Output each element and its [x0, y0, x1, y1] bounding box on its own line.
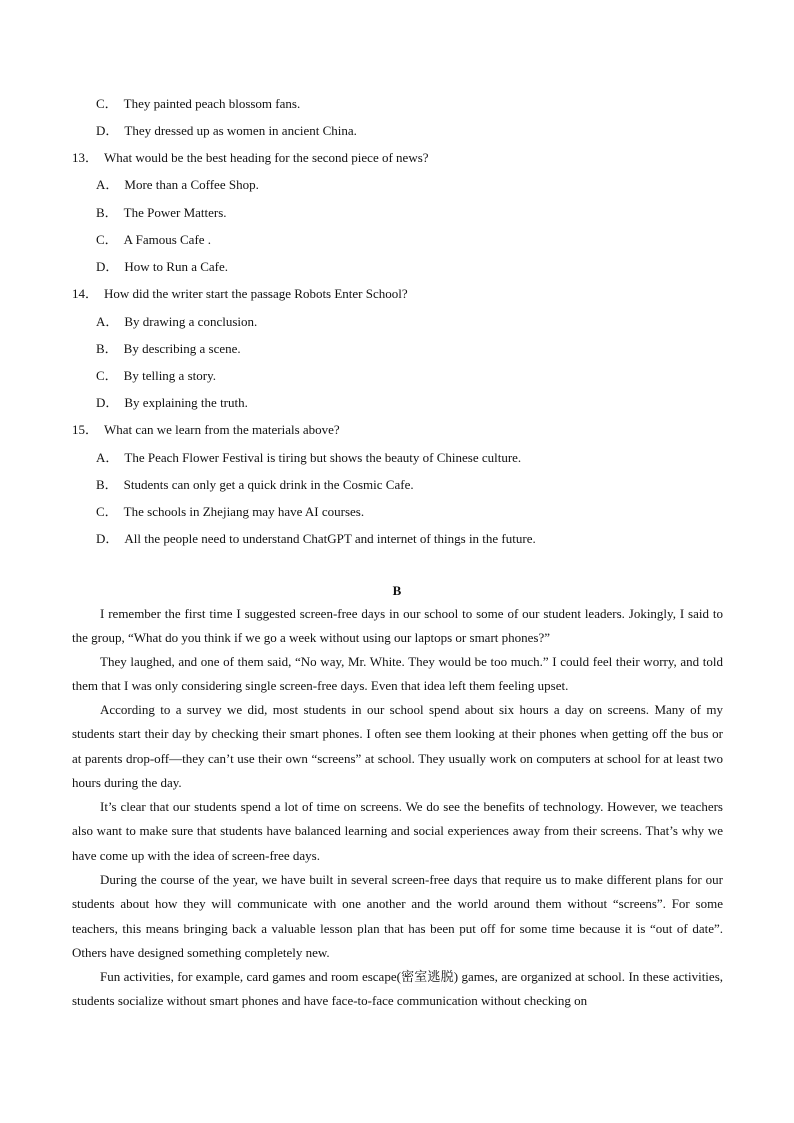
option-14-c: C． By telling a story.	[96, 368, 216, 383]
option-15-a: A． The Peach Flower Festival is tiring but shows the beauty of Chinese culture.	[96, 450, 522, 465]
section-b-paragraph-3: According to a survey we did, most students in our school spend about six hours a day on screens. Many of my students start their day by checking their smart phones. I often see them looking at their phones when getting off the bus or at parents drop-off—they can’t use their own “screens” at school. They usually work on computers at school for at least two hours during the day.	[72, 702, 723, 790]
question-15-stem: 15． What can we learn from the materials above?	[72, 422, 340, 437]
section-b-heading: B	[392, 583, 402, 598]
option-12-c: C． They painted peach blossom fans.	[96, 96, 301, 111]
option-13-a: A． More than a Coffee Shop.	[96, 177, 259, 192]
question-13-stem: 13． What would be the best heading for the second piece of news?	[72, 150, 429, 165]
option-15-c: C． The schools in Zhejiang may have AI courses.	[96, 504, 365, 519]
option-12-d: D． They dressed up as women in ancient China.	[96, 123, 357, 138]
section-b-paragraph-2: They laughed, and one of them said, “No way, Mr. White. They would be too much.” I could feel their worry, and told them that I was only considering single screen-free days. Even that idea left them feeling upset.	[72, 654, 723, 694]
option-14-a: A． By drawing a conclusion.	[96, 314, 258, 329]
option-13-c: C． A Famous Cafe .	[96, 232, 212, 247]
section-b-paragraph-4: It’s clear that our students spend a lot of time on screens. We do see the benefits of technology. However, we teachers also want to make sure that students have balanced learning and social experiences away from their screens. That’s why we have come up with the idea of screen-free days.	[72, 799, 723, 863]
question-14-stem: 14． How did the writer start the passage Robots Enter School?	[72, 286, 408, 301]
option-14-b: B． By describing a scene.	[96, 341, 241, 356]
option-15-b: B． Students can only get a quick drink in the Cosmic Cafe.	[96, 477, 414, 492]
section-b-paragraph-5: During the course of the year, we have built in several screen-free days that require us to make different plans for our students about how they will communicate with one another and the world around them without “screens”. For some teachers, this means bringing back a valuable lesson plan that has been put off for some time because it is “out of date”. Others have designed something completely new.	[72, 872, 723, 960]
option-13-d: D． How to Run a Cafe.	[96, 259, 229, 274]
option-13-b: B． The Power Matters.	[96, 205, 227, 220]
option-14-d: D． By explaining the truth.	[96, 395, 248, 410]
section-b-paragraph-1: I remember the first time I suggested screen-free days in our school to some of our student leaders. Jokingly, I said to the group, “What do you think if we go a week without using our laptops or smart phones?”	[72, 606, 723, 646]
section-b-paragraph-6: Fun activities, for example, card games and room escape(密室逃脱) games, are organized at school. In these activities, students socialize without smart phones and have face-to-face communication without checking on	[72, 969, 723, 1009]
option-15-d: D． All the people need to understand ChatGPT and internet of things in the future.	[96, 531, 536, 546]
